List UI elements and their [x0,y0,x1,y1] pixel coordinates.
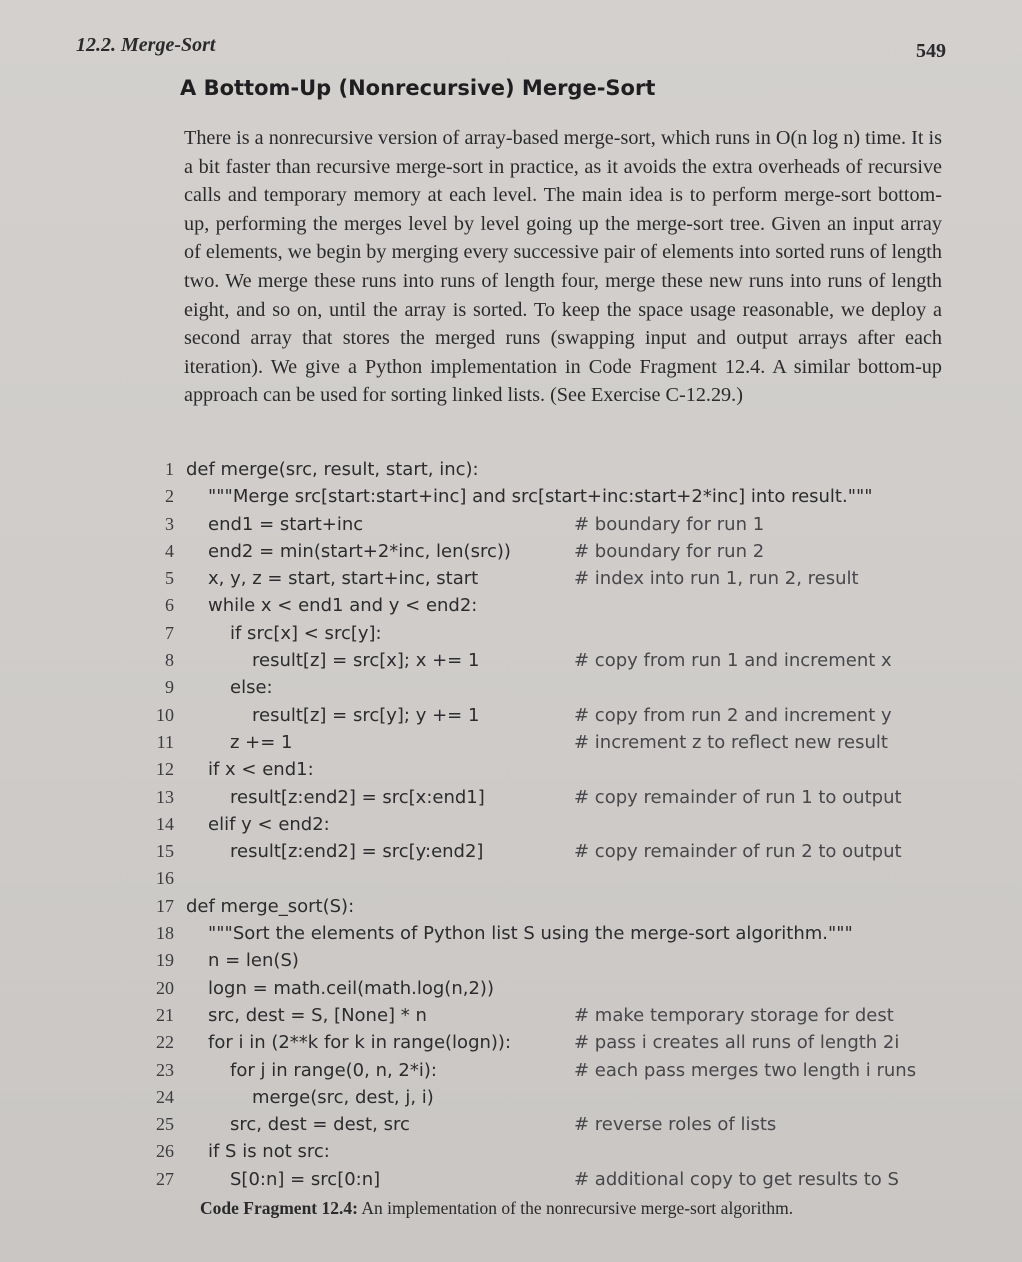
code-comment: # pass i creates all runs of length 2i [574,1032,900,1054]
section-number-title: 12.2. Merge-Sort [76,34,216,56]
code-comment: # make temporary storage for dest [574,1004,894,1026]
code-comment: # index into run 1, run 2, result [574,568,859,590]
caption-label: Code Fragment 12.4: [200,1198,358,1218]
code-comment: # boundary for run 1 [574,513,765,535]
line-number: 15 [156,841,174,862]
line-number: 16 [156,868,174,889]
code-text: src, dest = S, [None] * n [208,1004,427,1026]
code-line [140,647,940,674]
code-text: result[z:end2] = src[y:end2] [230,841,484,863]
line-number: 8 [165,650,174,671]
code-text: z += 1 [230,731,293,753]
code-line [140,1029,940,1056]
line-number: 19 [156,950,174,971]
code-text: end1 = start+inc [208,513,364,535]
section-title: A Bottom-Up (Nonrecursive) Merge-Sort [180,76,656,100]
code-line [140,947,940,974]
line-number: 4 [165,540,174,561]
code-line [140,620,940,647]
code-comment: # copy from run 1 and increment x [574,650,892,672]
code-text: while x < end1 and y < end2: [208,595,478,617]
code-line [140,1084,940,1111]
line-number: 11 [156,731,174,752]
code-text: result[z] = src[y]; y += 1 [252,704,480,726]
code-text: src, dest = dest, src [230,1114,410,1136]
code-line [140,511,940,538]
code-text: if S is not src: [208,1141,330,1163]
code-line [140,483,940,510]
body-paragraph: There is a nonrecursive version of array-based merge-sort, which runs in O(n log n) time. It is a bit faster than recursive merge-sort in practice, as it avoids the extra overheads of recursive calls and temporary memory at each level. The main idea is to perform merge-sort bottom-up, performing the merges level by level going up the merge-sort tree. Given an input array of elements, we begin by merging every successive pair of elements into sorted runs of length two. We merge these runs into runs of length four, merge these new runs into runs of length eight, and so on, until the array is sorted. To keep the space usage reasonable, we deploy a second array that stores the merged runs (swapping input and output arrays after each iteration). We give a Python implementation in Code Fragment 12.4. A similar bottom-up approach can be used for sorting linked lists. (See Exercise C-12.29.) [184,127,942,407]
code-text: if src[x] < src[y]: [230,622,382,644]
code-line [140,1002,940,1029]
page-number: 549 [916,40,946,62]
code-line [140,920,940,947]
code-text: S[0:n] = src[0:n] [230,1168,381,1190]
code-comment: # each pass merges two length i runs [574,1059,917,1081]
code-text: else: [230,677,273,699]
code-line [140,1111,940,1138]
code-text: elif y < end2: [208,813,330,835]
line-number: 20 [156,977,174,998]
line-number: 6 [165,595,174,616]
code-line [140,784,940,811]
line-number: 3 [165,513,174,534]
line-number: 2 [165,486,174,507]
code-line [140,1166,940,1193]
code-line [140,1138,940,1165]
code-comment: # additional copy to get results to S [574,1168,899,1190]
line-number: 27 [156,1168,174,1189]
code-text: merge(src, dest, j, i) [252,1086,434,1108]
code-line [140,893,940,920]
code-line [140,456,940,483]
code-line [140,538,940,565]
code-comment: # copy from run 2 and increment y [574,704,892,726]
code-text: x, y, z = start, start+inc, start [208,568,479,590]
code-line [140,729,940,756]
code-text: logn = math.ceil(math.log(n,2)) [208,977,494,999]
line-number: 26 [156,1141,174,1162]
code-line [140,756,940,783]
line-number: 9 [165,677,174,698]
line-number: 18 [156,923,174,944]
code-comment: # copy remainder of run 1 to output [574,786,902,808]
code-line [140,865,940,892]
line-number: 5 [165,568,174,589]
code-line [140,811,940,838]
code-text: n = len(S) [208,950,299,972]
line-number: 7 [165,622,174,643]
code-line [140,674,940,701]
line-number: 17 [156,895,174,916]
code-text: end2 = min(start+2*inc, len(src)) [208,540,511,562]
running-header [76,34,946,64]
code-text: """Merge src[start:start+inc] and src[start+inc:start+2*inc] into result.""" [208,486,873,508]
code-comment: # increment z to reflect new result [574,731,888,753]
code-line [140,838,940,865]
code-line [140,1057,940,1084]
code-text: result[z:end2] = src[x:end1] [230,786,485,808]
line-number: 13 [156,786,174,807]
line-number: 1 [165,459,174,479]
code-text: result[z] = src[x]; x += 1 [252,650,480,672]
code-text: """Sort the elements of Python list S using the merge-sort algorithm.""" [208,923,853,945]
line-number: 23 [156,1059,174,1080]
code-line [140,975,940,1002]
code-fragment [140,456,940,1193]
code-text: for i in (2**k for k in range(logn)): [208,1032,512,1054]
code-caption [200,1198,793,1219]
code-line [140,565,940,592]
line-number: 10 [156,704,174,725]
line-number: 22 [156,1032,174,1053]
caption-text: An implementation of the nonrecursive merge-sort algorithm. [361,1198,794,1218]
code-text: def merge(src, result, start, inc): [186,459,479,480]
line-number: 14 [156,813,174,834]
code-comment: # boundary for run 2 [574,540,765,562]
code-comment: # reverse roles of lists [574,1114,777,1136]
line-number: 12 [156,759,174,780]
code-line [140,592,940,619]
code-line [140,702,940,729]
line-number: 25 [156,1114,174,1135]
code-text: if x < end1: [208,759,314,781]
line-number: 21 [156,1004,174,1025]
line-number: 24 [156,1086,174,1107]
code-comment: # copy remainder of run 2 to output [574,841,902,863]
code-text: for j in range(0, n, 2*i): [230,1059,437,1081]
code-text: def merge_sort(S): [186,895,355,917]
